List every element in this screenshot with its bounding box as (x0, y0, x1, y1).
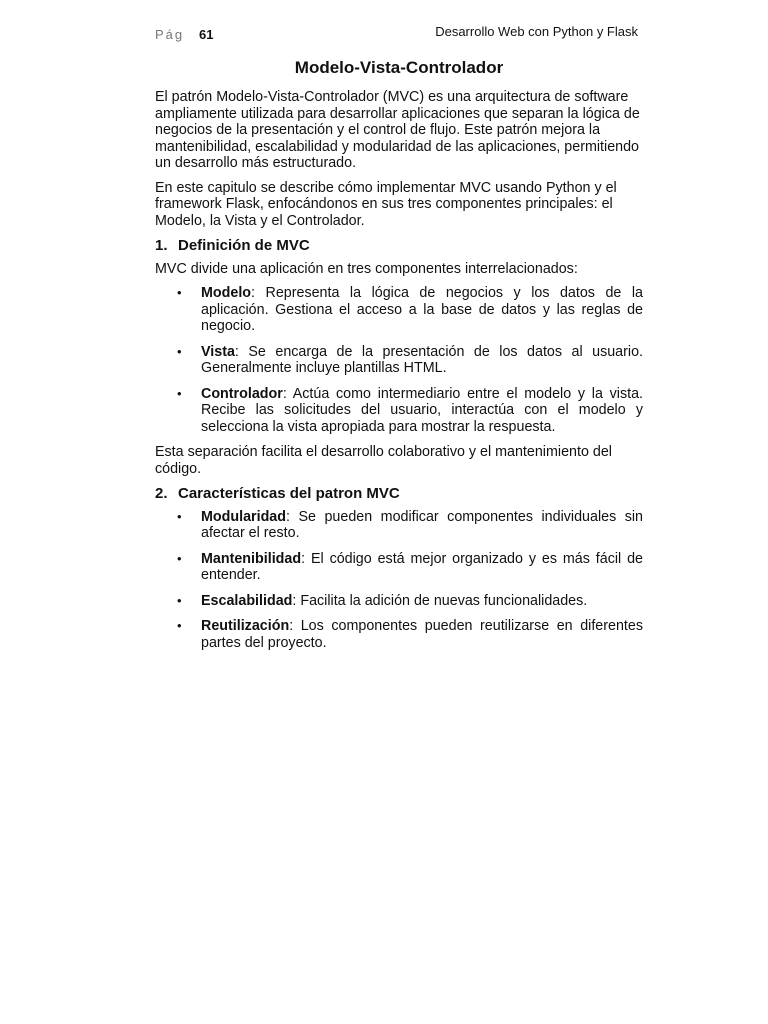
term-label: Controlador (201, 385, 283, 402)
document-body (155, 58, 643, 660)
bullet-icon: • (177, 385, 182, 401)
bullet-icon: • (177, 508, 182, 524)
term-description: : Representa la lógica de negocios y los datos de la aplicación. Gestiona el acceso a la base de datos y las reglas de negocio. (201, 285, 643, 334)
bullet-icon: • (177, 592, 182, 608)
list-item-mantenibilidad (155, 551, 643, 584)
page-number: 61 (199, 27, 214, 42)
term-description: : Se pueden modificar componentes individuales sin afectar el resto. (201, 508, 643, 541)
page-header (155, 23, 638, 45)
term-label: Reutilización (201, 618, 290, 634)
bullet-icon: • (177, 618, 182, 633)
term-label: Mantenibilidad (201, 550, 302, 567)
section-2-list (155, 509, 643, 652)
term-description: : Los componentes pueden reutilizarse en diferentes partes del proyecto. (201, 618, 643, 651)
list-item-controlador (155, 386, 643, 436)
list-item-vista (155, 344, 643, 377)
list-item-reutilizacion (155, 618, 643, 651)
term-description: : Se encarga de la presentación de los datos al usuario. Generalmente incluye plantillas HTML. (201, 343, 643, 376)
section-title-1: Definición de MVC (178, 237, 310, 254)
term-description: : Actúa como intermediario entre el modelo y la vista. Recibe las solicitudes del usuario, interactúa con el modelo y selecciona la vista apropiada para mostrar la respuesta. (201, 385, 643, 435)
page-label: Pág (155, 27, 185, 42)
section-number-1: 1. (155, 237, 168, 254)
intro-paragraph-1: El patrón Modelo-Vista-Controlador (MVC) es una arquitectura de software ampliamente utilizada para desarrollar aplicaciones que separan la lógica de negocios de la presentación y el control de flujo. Este patrón mejora la mantenibilidad, escalabilidad y modularidad de las aplicaciones, permitiendo un desarrollo más estructurado. (155, 89, 640, 171)
bullet-icon: • (177, 343, 182, 359)
list-item-modularidad (155, 509, 643, 542)
term-label: Vista (201, 343, 235, 360)
running-title: Desarrollo Web con Python y Flask (435, 24, 638, 39)
section-heading-1 (155, 238, 643, 255)
intro-paragraph-2: En este capitulo se describe cómo implementar MVC usando Python y el framework Flask, enfocándonos en sus tres componentes principales: el Modelo, la Vista y el Controlador. (155, 179, 617, 229)
list-item-modelo (155, 285, 643, 335)
term-label: Escalabilidad (201, 592, 293, 609)
document-title: Modelo-Vista-Controlador (294, 58, 504, 77)
term-label: Modelo (201, 285, 252, 301)
section-1-closing: Esta separación facilita el desarrollo colaborativo y el mantenimiento del código. (155, 444, 612, 477)
section-title-2: Características del patron MVC (178, 485, 400, 502)
bullet-icon: • (177, 550, 182, 566)
list-item-escalabilidad (155, 593, 643, 610)
term-description: : Facilita la adición de nuevas funcionalidades. (292, 592, 588, 609)
bullet-icon: • (177, 285, 182, 300)
term-label: Modularidad (201, 508, 286, 525)
term-description: : El código está mejor organizado y es más fácil de entender. (201, 550, 643, 583)
section-1-list (155, 285, 643, 435)
section-number-2: 2. (155, 485, 168, 502)
section-heading-2 (155, 486, 643, 503)
section-1-lead: MVC divide una aplicación en tres componentes interrelacionados: (155, 260, 578, 277)
